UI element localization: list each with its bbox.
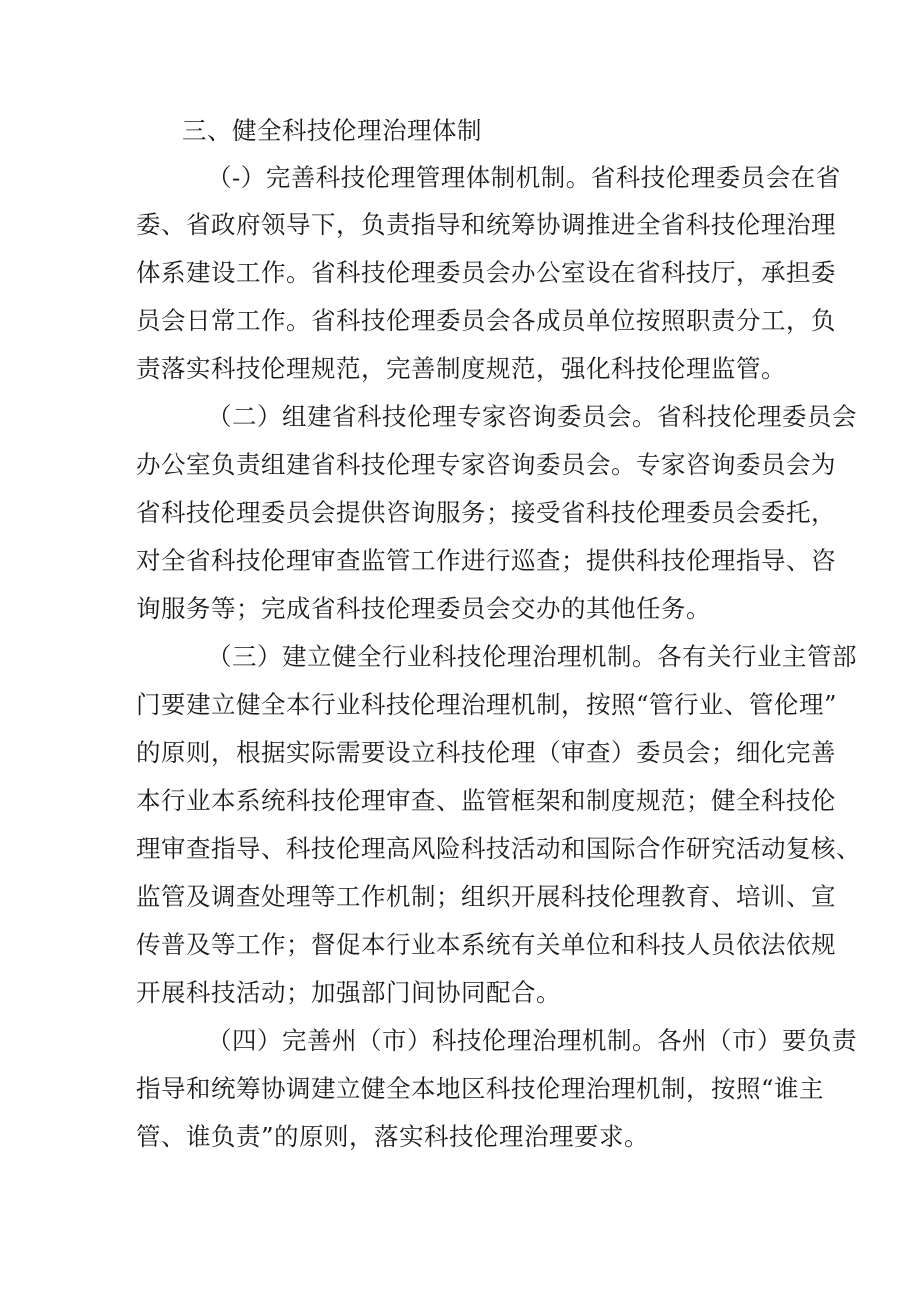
paragraph-3-line-4: 本行业本系统科技伦理审查、监管框架和制度规范；健全科技伦: [136, 786, 836, 815]
paragraph-1-line-5: 责落实科技伦理规范，完善制度规范，强化科技伦理监管。: [136, 354, 786, 383]
paragraph-3-line-8: 开展科技活动；加强部门间协同配合。: [136, 978, 561, 1007]
paragraph-3-line-5: 理审查指导、科技伦理高风险科技活动和国际合作研究活动复核、: [136, 834, 861, 863]
paragraph-3-line-2: 门要建立健全本行业科技伦理治理机制，按照“管行业、管伦理”: [136, 690, 838, 719]
paragraph-4-line-1: （四）完善州（市）科技伦理治理机制。各州（市）要负责: [207, 1026, 857, 1055]
paragraph-2-line-4: 对全省科技伦理审查监管工作进行巡查；提供科技伦理指导、咨: [136, 546, 836, 575]
paragraph-2-line-3: 省科技伦理委员会提供咨询服务；接受省科技伦理委员会委托，: [136, 498, 836, 527]
paragraph-1-line-3: 体系建设工作。省科技伦理委员会办公室设在省科技厅，承担委: [136, 258, 836, 287]
paragraph-3-line-3: 的原则，根据实际需要设立科技伦理（审查）委员会；细化完善: [136, 738, 836, 767]
paragraph-1-line-4: 员会日常工作。省科技伦理委员会各成员单位按照职责分工，负: [136, 306, 836, 335]
paragraph-3-line-1: （三）建立健全行业科技伦理治理机制。各有关行业主管部: [207, 642, 857, 671]
paragraph-2-line-2: 办公室负责组建省科技伦理专家咨询委员会。专家咨询委员会为: [136, 450, 836, 479]
paragraph-2-line-5: 询服务等；完成省科技伦理委员会交办的其他任务。: [136, 594, 711, 623]
section-heading: 三、健全科技伦理治理体制: [182, 116, 482, 145]
paragraph-1-line-2: 委、省政府领导下，负责指导和统筹协调推进全省科技伦理治理: [136, 210, 836, 239]
paragraph-3-line-6: 监管及调查处理等工作机制；组织开展科技伦理教育、培训、宣: [136, 882, 836, 911]
paragraph-4-line-2: 指导和统筹协调建立健全本地区科技伦理治理机制，按照“谁主: [136, 1074, 825, 1103]
paragraph-4-line-3: 管、谁负责”的原则，落实科技伦理治理要求。: [136, 1122, 650, 1151]
paragraph-1-line-1: （-）完善科技伦理管理体制机制。省科技伦理委员会在省: [207, 163, 841, 192]
paragraph-2-line-1: （二）组建省科技伦理专家咨询委员会。省科技伦理委员会: [207, 402, 857, 431]
paragraph-3-line-7: 传普及等工作；督促本行业本系统有关单位和科技人员依法依规: [136, 930, 836, 959]
